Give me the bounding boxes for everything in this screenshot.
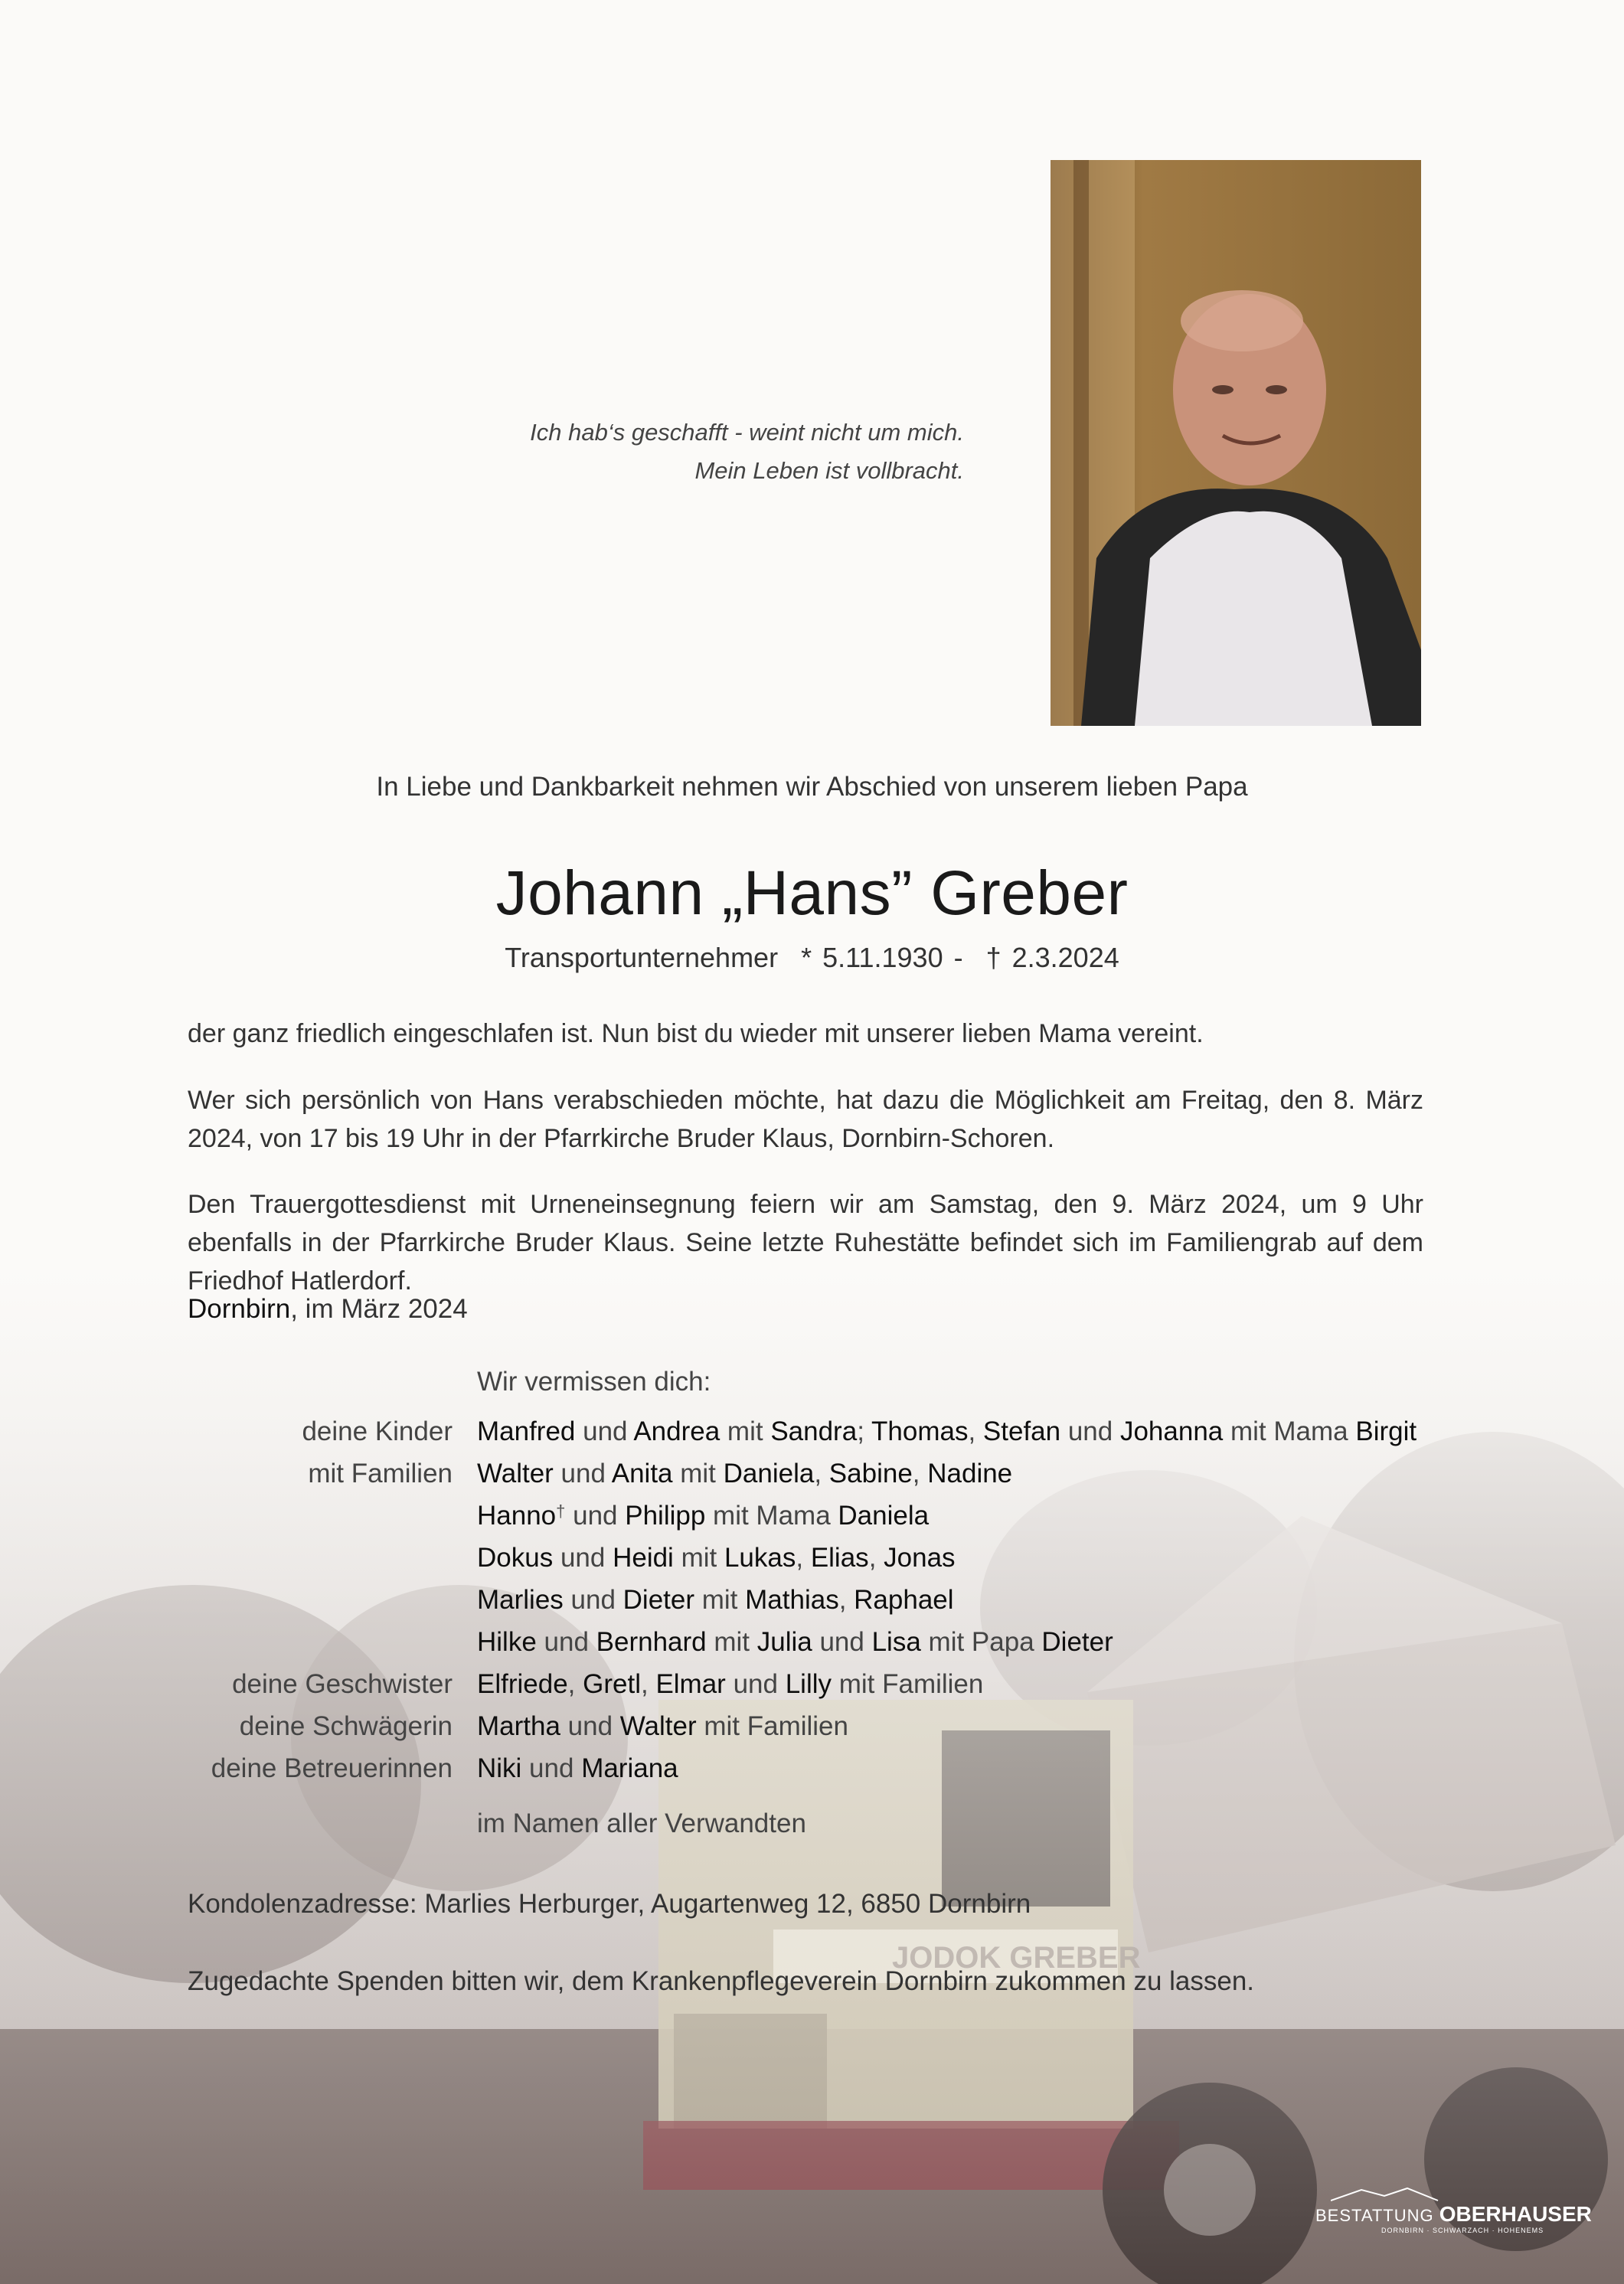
condolence-address: Kondolenzadresse: Marlies Herburger, Augartenweg 12, 6850 Dornbirn xyxy=(188,1889,1031,1919)
mourner-row xyxy=(0,1669,1624,1711)
mourner-names: Marlies und Dieter mit Mathias, Raphael xyxy=(477,1585,954,1615)
place-date xyxy=(188,1294,468,1325)
intro-text: In Liebe und Dankbarkeit nehmen wir Abschied von unserem lieben Papa xyxy=(376,772,1248,802)
mourner-names: Dokus und Heidi mit Lukas, Elias, Jonas xyxy=(477,1543,956,1573)
logo-name: OBERHAUSER xyxy=(1439,2202,1592,2226)
logo-subtitle: DORNBIRN · SCHWARZACH · HOHENEMS xyxy=(1381,2227,1544,2234)
mourner-label-siblings: deine Geschwister xyxy=(232,1669,453,1699)
mourner-names: Elfriede, Gretl, Elmar und Lilly mit Familien xyxy=(477,1669,984,1699)
profession: Transportunternehmer xyxy=(505,942,779,973)
deceased-name: Johann „Hans” Greber xyxy=(495,858,1129,928)
mourner-row xyxy=(0,1459,1624,1501)
paragraph-funeral-service: Den Trauergottesdienst mit Urneneinsegnung feiern wir am Samstag, den 9. März 2024, um 9 Uhr ebenfalls in der Pfarrkirche Bruder Klaus. Seine letzte Ruhestätte befindet sich im Familiengrab auf dem Friedhof Hatlerdorf. xyxy=(188,1190,1423,1296)
donation-note: Zugedachte Spenden bitten wir, dem Krankenpflegeverein Dornbirn zukommen zu lassen. xyxy=(188,1966,1255,1996)
mourner-names: Manfred und Andrea mit Sandra; Thomas, Stefan und Johanna mit Mama Birgit xyxy=(477,1416,1417,1446)
quote-line-2: Mein Leben ist vollbracht. xyxy=(694,457,964,484)
mourner-names: Niki und Mariana xyxy=(477,1753,678,1783)
mourner-label-children: deine Kinder xyxy=(302,1416,453,1446)
cross-symbol: † xyxy=(556,1501,566,1521)
mourner-row xyxy=(0,1416,1624,1459)
funeral-home-logo xyxy=(1315,2191,1592,2245)
mourner-row xyxy=(0,1585,1624,1627)
mourner-label-families: mit Familien xyxy=(308,1459,453,1488)
mourner-names: Hanno† und Philipp mit Mama Daniela xyxy=(477,1501,930,1531)
mourner-row xyxy=(0,1711,1624,1753)
paragraph-reunited: der ganz friedlich eingeschlafen ist. Nun bist du wieder mit unserer lieben Mama vereint. xyxy=(188,1019,1204,1048)
death-date: † 2.3.2024 xyxy=(985,942,1119,973)
mourner-row xyxy=(0,1627,1624,1669)
mourner-label-caregivers: deine Betreuerinnen xyxy=(211,1753,453,1783)
mourner-row xyxy=(0,1753,1624,1796)
quote-line-1: Ich hab‘s geschafft - weint nicht um mich. xyxy=(530,419,964,446)
place-date-text: , im März 2024 xyxy=(290,1294,468,1324)
on-behalf-of-relatives: im Namen aller Verwandten xyxy=(477,1809,806,1838)
deceased-details xyxy=(0,942,1624,974)
mourner-row xyxy=(0,1501,1624,1543)
mourner-label-sister-in-law: deine Schwägerin xyxy=(239,1711,453,1741)
place-city: Dornbirn xyxy=(188,1294,291,1324)
mourner-row xyxy=(0,1543,1624,1585)
we-miss-you: Wir vermissen dich: xyxy=(477,1367,711,1397)
quote xyxy=(428,413,964,490)
logo-prefix: BESTATTUNG xyxy=(1315,2206,1439,2225)
portrait-photo xyxy=(1051,160,1421,726)
mourner-names: Hilke und Bernhard mit Julia und Lisa mit Papa Dieter xyxy=(477,1627,1113,1657)
paragraph-farewell: Wer sich persönlich von Hans verabschieden möchte, hat dazu die Möglichkeit am Freitag, den 8. März 2024, von 17 bis 19 Uhr in der Pfarrkirche Bruder Klaus, Dornbirn-Schoren. xyxy=(188,1086,1423,1153)
mourner-names: Walter und Anita mit Daniela, Sabine, Nadine xyxy=(477,1459,1013,1488)
birth-date: * 5.11.1930 - xyxy=(801,942,963,973)
mountain-icon xyxy=(1331,2187,1576,2202)
mourner-names: Martha und Walter mit Familien xyxy=(477,1711,848,1741)
